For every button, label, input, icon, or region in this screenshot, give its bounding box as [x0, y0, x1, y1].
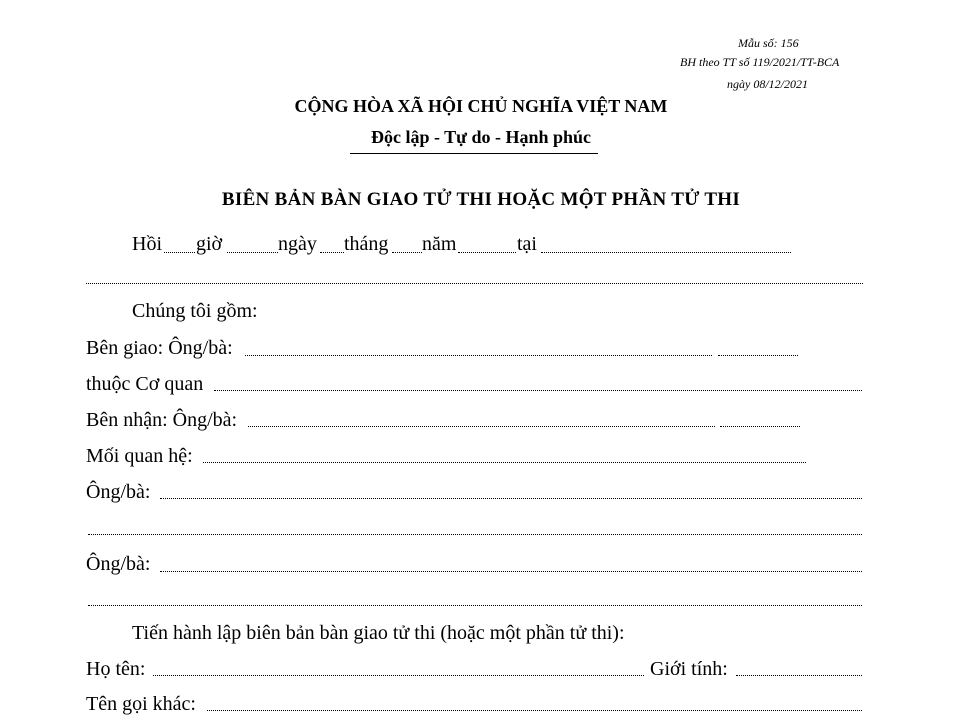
label-ten-goi-khac: Tên gọi khác: [86, 693, 196, 715]
moi-quan-he-field[interactable] [203, 462, 806, 463]
label-ngay: ngày [278, 233, 317, 255]
ong-ba-2-field[interactable] [160, 571, 862, 572]
members-intro: Chúng tôi gồm: [132, 300, 258, 322]
label-hoi: Hồi [132, 233, 162, 255]
ben-nhan-extra-field[interactable] [720, 426, 800, 427]
form-number: Mẫu số: 156 [738, 36, 799, 50]
month-field[interactable] [392, 252, 422, 253]
label-thang: tháng [344, 233, 389, 255]
hour-field[interactable] [164, 252, 195, 253]
ong-ba-1-field-continued[interactable] [88, 534, 862, 535]
label-nam: năm [422, 233, 457, 255]
label-ong-ba-1: Ông/bà: [86, 481, 151, 503]
gioi-tinh-field[interactable] [736, 675, 862, 676]
ten-goi-khac-field[interactable] [207, 710, 862, 711]
ong-ba-2-field-continued[interactable] [88, 605, 862, 606]
day-field[interactable] [320, 252, 344, 253]
ho-ten-field[interactable] [153, 675, 644, 676]
national-title: CỘNG HÒA XÃ HỘI CHỦ NGHĨA VIỆT NAM [294, 96, 668, 116]
issuing-date: ngày 08/12/2021 [727, 77, 808, 91]
ben-giao-name-field[interactable] [245, 355, 712, 356]
label-ben-giao: Bên giao: Ông/bà: [86, 337, 233, 359]
ong-ba-1-field[interactable] [160, 498, 862, 499]
proceed-statement: Tiến hành lập biên bản bàn giao tử thi (hoặc một phần tử thi): [132, 622, 625, 644]
label-ong-ba-2: Ông/bà: [86, 553, 151, 575]
ben-giao-extra-field[interactable] [718, 355, 798, 356]
ben-nhan-name-field[interactable] [248, 426, 715, 427]
label-ben-nhan: Bên nhận: Ông/bà: [86, 409, 238, 431]
co-quan-field[interactable] [214, 390, 862, 391]
minute-field[interactable] [227, 252, 278, 253]
label-ho-ten: Họ tên: [86, 658, 146, 680]
place-field[interactable] [541, 252, 791, 253]
issuing-regulation: BH theo TT số 119/2021/TT-BCA [680, 55, 840, 69]
motto-underline [350, 153, 598, 154]
label-thuoc-co-quan: thuộc Cơ quan [86, 373, 204, 395]
label-moi-quan-he: Mối quan hệ: [86, 445, 193, 467]
document-title: BIÊN BẢN BÀN GIAO TỬ THI HOẶC MỘT PHẦN TỬ THI [221, 189, 741, 210]
label-gioi-tinh: Giới tính: [650, 658, 728, 680]
label-tai: tại [517, 233, 537, 255]
year-field[interactable] [458, 252, 516, 253]
label-gio: giờ [196, 233, 223, 255]
national-motto: Độc lập - Tự do - Hạnh phúc [370, 127, 592, 147]
place-field-continued[interactable] [86, 283, 863, 284]
